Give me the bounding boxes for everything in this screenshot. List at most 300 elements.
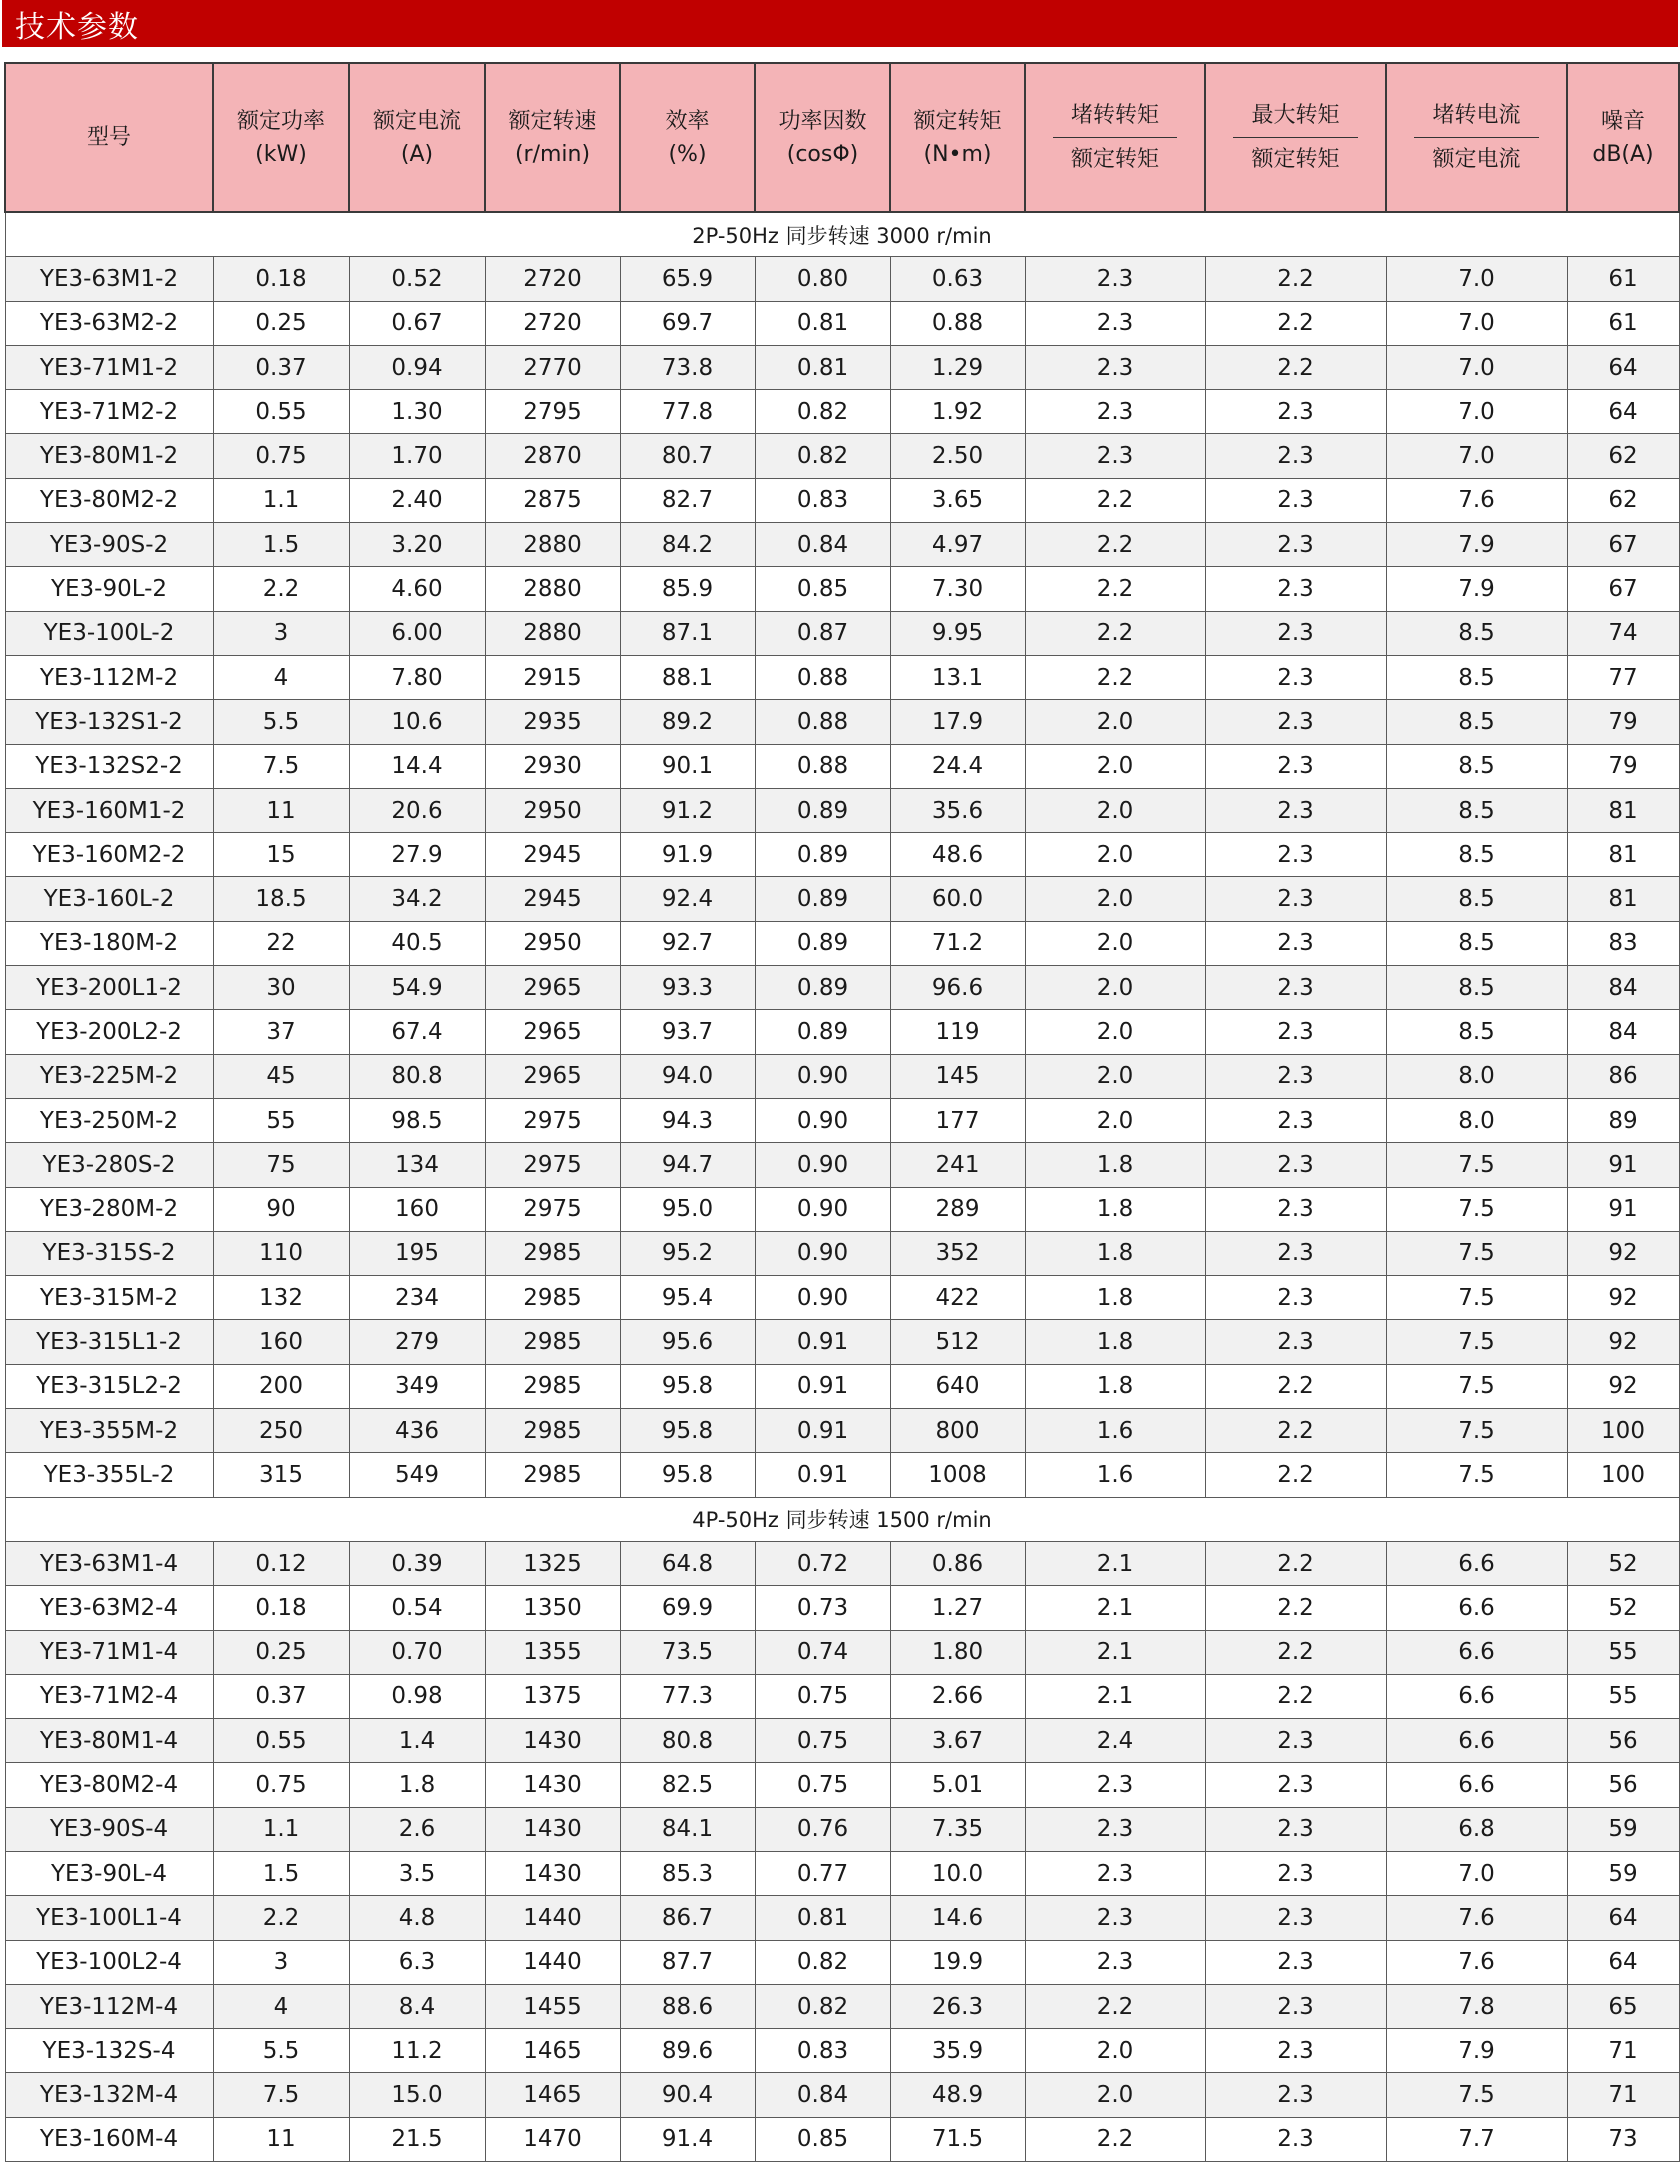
table-row (5, 2073, 1679, 2117)
table-cell: 1008 (890, 1453, 1025, 1497)
table-row (5, 2117, 1679, 2161)
table-cell: 2985 (485, 1276, 620, 1320)
table-cell: 71 (1567, 2073, 1679, 2117)
table-cell: 2.50 (890, 434, 1025, 478)
table-cell: 91 (1567, 1187, 1679, 1231)
table-cell: 92.4 (620, 877, 755, 921)
table-cell: 0.84 (755, 523, 890, 567)
table-cell: 6.6 (1386, 1674, 1567, 1718)
table-cell: 2720 (485, 301, 620, 345)
table-cell: 1.8 (1025, 1364, 1205, 1408)
table-cell: 2.3 (1205, 2117, 1386, 2161)
table-cell: 1.27 (890, 1586, 1025, 1630)
table-cell: 2.3 (1205, 1143, 1386, 1187)
table-cell: 0.72 (755, 1541, 890, 1585)
table-cell: 2.0 (1025, 1054, 1205, 1098)
table-cell: 52 (1567, 1541, 1679, 1585)
table-cell: 89.6 (620, 2029, 755, 2073)
table-cell: YE3-160M-4 (5, 2117, 213, 2161)
table-row (5, 567, 1679, 611)
table-cell: 27.9 (349, 833, 485, 877)
table-cell: 0.12 (213, 1541, 349, 1585)
table-cell: 2945 (485, 833, 620, 877)
table-cell: 2950 (485, 921, 620, 965)
table-cell: 79 (1567, 744, 1679, 788)
table-cell: 0.98 (349, 1674, 485, 1718)
table-row (5, 257, 1679, 301)
table-cell: 2.3 (1205, 1098, 1386, 1142)
table-cell: 87.1 (620, 611, 755, 655)
table-cell: 45 (213, 1054, 349, 1098)
table-cell: 54.9 (349, 966, 485, 1010)
table-cell: 0.25 (213, 301, 349, 345)
table-cell: 55 (1567, 1674, 1679, 1718)
table-cell: 8.5 (1386, 611, 1567, 655)
table-cell: 92 (1567, 1231, 1679, 1275)
table-cell: YE3-80M1-4 (5, 1719, 213, 1763)
table-cell: YE3-160M1-2 (5, 788, 213, 832)
table-cell: 436 (349, 1409, 485, 1453)
table-cell: 71.2 (890, 921, 1025, 965)
table-cell: 0.70 (349, 1630, 485, 1674)
table-cell: 92.7 (620, 921, 755, 965)
table-cell: 8.5 (1386, 1010, 1567, 1054)
table-cell: 640 (890, 1364, 1025, 1408)
table-cell: 2.3 (1205, 611, 1386, 655)
table-cell: 82.5 (620, 1763, 755, 1807)
header-torque: 额定转矩 (N•m) (890, 63, 1025, 212)
table-cell: 2880 (485, 523, 620, 567)
table-cell: 0.91 (755, 1409, 890, 1453)
table-cell: 2985 (485, 1364, 620, 1408)
table-cell: 2.2 (1205, 345, 1386, 389)
table-cell: 79 (1567, 700, 1679, 744)
table-cell: 1.1 (213, 1807, 349, 1851)
table-cell: 71 (1567, 2029, 1679, 2073)
table-cell: 88.1 (620, 655, 755, 699)
table-cell: YE3-112M-2 (5, 655, 213, 699)
table-cell: 0.89 (755, 788, 890, 832)
table-cell: 3.65 (890, 478, 1025, 522)
table-cell: 1.8 (1025, 1320, 1205, 1364)
table-cell: 74 (1567, 611, 1679, 655)
table-cell: 60.0 (890, 877, 1025, 921)
table-row (5, 1276, 1679, 1320)
table-cell: 1430 (485, 1807, 620, 1851)
table-cell: 7.5 (1386, 1276, 1567, 1320)
table-cell: 2.2 (1025, 523, 1205, 567)
table-cell: 2.3 (1205, 1276, 1386, 1320)
table-cell: 2.3 (1025, 1851, 1205, 1895)
table-row (5, 1586, 1679, 1630)
table-cell: 0.87 (755, 611, 890, 655)
header-efficiency: 效率 (%) (620, 63, 755, 212)
table-cell: YE3-90L-2 (5, 567, 213, 611)
table-cell: 289 (890, 1187, 1025, 1231)
section-label: 4P-50Hz 同步转速 1500 r/min (5, 1497, 1679, 1541)
table-cell: 8.5 (1386, 788, 1567, 832)
spec-table (4, 62, 1680, 2162)
table-cell: 0.82 (755, 1940, 890, 1984)
table-cell: 73.5 (620, 1630, 755, 1674)
table-cell: 8.5 (1386, 921, 1567, 965)
table-cell: 91.2 (620, 788, 755, 832)
table-cell: 59 (1567, 1807, 1679, 1851)
table-cell: 4.97 (890, 523, 1025, 567)
table-cell: YE3-80M2-2 (5, 478, 213, 522)
table-cell: 241 (890, 1143, 1025, 1187)
table-row (5, 1231, 1679, 1275)
table-cell: 2.3 (1205, 1187, 1386, 1231)
table-cell: 2.3 (1205, 921, 1386, 965)
table-row (5, 2029, 1679, 2073)
table-cell: 2.2 (1205, 1453, 1386, 1497)
table-cell: 2935 (485, 700, 620, 744)
table-cell: 94.7 (620, 1143, 755, 1187)
table-cell: 2.3 (1205, 788, 1386, 832)
table-cell: 19.9 (890, 1940, 1025, 1984)
table-cell: YE3-90S-2 (5, 523, 213, 567)
table-cell: 2.0 (1025, 833, 1205, 877)
table-cell: 6.00 (349, 611, 485, 655)
table-cell: 119 (890, 1010, 1025, 1054)
table-cell: 95.8 (620, 1409, 755, 1453)
table-cell: 13.1 (890, 655, 1025, 699)
table-cell: 1465 (485, 2029, 620, 2073)
table-cell: 73 (1567, 2117, 1679, 2161)
table-cell: 7.6 (1386, 1940, 1567, 1984)
table-cell: 7.35 (890, 1807, 1025, 1851)
table-cell: 2.3 (1205, 966, 1386, 1010)
table-cell: 7.5 (1386, 1187, 1567, 1231)
table-cell: 7.9 (1386, 523, 1567, 567)
table-cell: 0.88 (755, 700, 890, 744)
table-cell: YE3-63M2-2 (5, 301, 213, 345)
table-cell: 98.5 (349, 1098, 485, 1142)
table-cell: 7.5 (1386, 1320, 1567, 1364)
table-cell: 82.7 (620, 478, 755, 522)
table-cell: YE3-160L-2 (5, 877, 213, 921)
table-cell: 2.2 (1025, 567, 1205, 611)
table-row (5, 301, 1679, 345)
table-header-row (5, 63, 1679, 212)
table-cell: 2.2 (1205, 1541, 1386, 1585)
table-cell: 0.75 (213, 434, 349, 478)
table-cell: 0.91 (755, 1453, 890, 1497)
table-cell: 0.88 (755, 655, 890, 699)
table-cell: 61 (1567, 257, 1679, 301)
table-cell: 65.9 (620, 257, 755, 301)
table-cell: 100 (1567, 1409, 1679, 1453)
table-cell: 0.90 (755, 1276, 890, 1320)
table-cell: 2.3 (1205, 1231, 1386, 1275)
table-cell: 2.3 (1205, 434, 1386, 478)
table-cell: 2.3 (1205, 2029, 1386, 2073)
table-cell: 2880 (485, 611, 620, 655)
table-cell: 5.5 (213, 2029, 349, 2073)
table-cell: 7.5 (1386, 1143, 1567, 1187)
table-cell: 6.8 (1386, 1807, 1567, 1851)
table-cell: 4 (213, 1984, 349, 2028)
table-cell: 0.83 (755, 478, 890, 522)
table-cell: 2.2 (1205, 1630, 1386, 1674)
table-cell: 7.9 (1386, 567, 1567, 611)
table-cell: 90.4 (620, 2073, 755, 2117)
table-cell: 7.5 (1386, 1231, 1567, 1275)
table-cell: 2.3 (1205, 390, 1386, 434)
table-cell: 40.5 (349, 921, 485, 965)
table-row (5, 1896, 1679, 1940)
title-bar (2, 0, 1678, 47)
table-cell: 84 (1567, 1010, 1679, 1054)
table-cell: 67.4 (349, 1010, 485, 1054)
table-cell: 1.8 (349, 1763, 485, 1807)
section-row (5, 1497, 1679, 1541)
table-cell: 94.0 (620, 1054, 755, 1098)
table-cell: 18.5 (213, 877, 349, 921)
table-cell: 0.37 (213, 345, 349, 389)
table-cell: 8.5 (1386, 833, 1567, 877)
table-cell: 2.2 (1205, 1674, 1386, 1718)
table-cell: 11 (213, 2117, 349, 2161)
table-cell: 56 (1567, 1719, 1679, 1763)
page-title: 技术参数 (15, 9, 139, 45)
table-cell: 59 (1567, 1851, 1679, 1895)
table-cell: 234 (349, 1276, 485, 1320)
table-cell: 549 (349, 1453, 485, 1497)
table-cell: 90.1 (620, 744, 755, 788)
table-cell: 86 (1567, 1054, 1679, 1098)
table-cell: 2.3 (1025, 1763, 1205, 1807)
table-cell: 1.8 (1025, 1187, 1205, 1231)
table-cell: 0.76 (755, 1807, 890, 1851)
table-cell: 2.3 (1025, 1896, 1205, 1940)
table-cell: 77 (1567, 655, 1679, 699)
table-cell: 0.81 (755, 345, 890, 389)
table-cell: 11 (213, 788, 349, 832)
table-cell: 315 (213, 1453, 349, 1497)
table-cell: 2.0 (1025, 744, 1205, 788)
table-cell: 0.85 (755, 2117, 890, 2161)
table-cell: 800 (890, 1409, 1025, 1453)
table-cell: 95.6 (620, 1320, 755, 1364)
table-cell: 88.6 (620, 1984, 755, 2028)
table-cell: 0.73 (755, 1586, 890, 1630)
table-cell: 0.37 (213, 1674, 349, 1718)
table-cell: 134 (349, 1143, 485, 1187)
table-cell: 0.39 (349, 1541, 485, 1585)
table-cell: 0.84 (755, 2073, 890, 2117)
table-cell: 55 (1567, 1630, 1679, 1674)
table-cell: 2.3 (1205, 1896, 1386, 1940)
table-cell: 65 (1567, 1984, 1679, 2028)
table-cell: 64 (1567, 1940, 1679, 1984)
table-cell: 2.2 (1025, 478, 1205, 522)
table-cell: 30 (213, 966, 349, 1010)
table-cell: 1.30 (349, 390, 485, 434)
table-cell: YE3-63M1-4 (5, 1541, 213, 1585)
table-cell: YE3-315M-2 (5, 1276, 213, 1320)
table-cell: 7.5 (1386, 1453, 1567, 1497)
table-cell: YE3-315L2-2 (5, 1364, 213, 1408)
table-cell: YE3-100L1-4 (5, 1896, 213, 1940)
table-cell: 0.81 (755, 1896, 890, 1940)
table-cell: 67 (1567, 523, 1679, 567)
table-cell: YE3-90L-4 (5, 1851, 213, 1895)
table-cell: 2.2 (213, 567, 349, 611)
table-cell: 22 (213, 921, 349, 965)
table-cell: 2.0 (1025, 2073, 1205, 2117)
table-cell: 2.3 (1205, 1851, 1386, 1895)
table-cell: 2985 (485, 1409, 620, 1453)
table-cell: 1430 (485, 1851, 620, 1895)
table-cell: 250 (213, 1409, 349, 1453)
table-row (5, 744, 1679, 788)
table-cell: 0.88 (755, 744, 890, 788)
table-cell: 160 (349, 1187, 485, 1231)
table-cell: YE3-90S-4 (5, 1807, 213, 1851)
table-row (5, 1940, 1679, 1984)
table-cell: 0.54 (349, 1586, 485, 1630)
table-cell: YE3-132M-4 (5, 2073, 213, 2117)
table-row (5, 434, 1679, 478)
table-cell: 7.5 (1386, 1409, 1567, 1453)
table-row (5, 921, 1679, 965)
table-cell: 3.67 (890, 1719, 1025, 1763)
table-cell: 95.8 (620, 1364, 755, 1408)
table-cell: 195 (349, 1231, 485, 1275)
table-cell: 2.2 (1205, 1586, 1386, 1630)
table-cell: YE3-100L-2 (5, 611, 213, 655)
section-label: 2P-50Hz 同步转速 3000 r/min (5, 212, 1679, 257)
table-cell: 1440 (485, 1896, 620, 1940)
table-cell: 1325 (485, 1541, 620, 1585)
table-cell: 2.3 (1025, 390, 1205, 434)
header-model: 型号 (5, 63, 213, 212)
table-row (5, 1763, 1679, 1807)
table-cell: 7.6 (1386, 478, 1567, 522)
table-cell: 81 (1567, 877, 1679, 921)
table-cell: YE3-112M-4 (5, 1984, 213, 2028)
table-cell: 84.2 (620, 523, 755, 567)
table-cell: 0.86 (890, 1541, 1025, 1585)
table-cell: 7.5 (1386, 2073, 1567, 2117)
table-cell: 2.0 (1025, 921, 1205, 965)
table-cell: 83 (1567, 921, 1679, 965)
table-cell: 2.3 (1025, 1807, 1205, 1851)
table-cell: 1.5 (213, 1851, 349, 1895)
table-cell: 2.0 (1025, 700, 1205, 744)
table-cell: YE3-71M2-4 (5, 1674, 213, 1718)
table-cell: 64 (1567, 345, 1679, 389)
table-cell: 0.55 (213, 1719, 349, 1763)
table-cell: YE3-132S-4 (5, 2029, 213, 2073)
table-cell: 0.89 (755, 966, 890, 1010)
table-cell: 4 (213, 655, 349, 699)
table-cell: 95.0 (620, 1187, 755, 1231)
header-power: 额定功率 (kW) (213, 63, 349, 212)
table-cell: 7.6 (1386, 1896, 1567, 1940)
table-cell: 8.5 (1386, 744, 1567, 788)
table-cell: YE3-160M2-2 (5, 833, 213, 877)
table-cell: 75 (213, 1143, 349, 1187)
table-cell: 69.7 (620, 301, 755, 345)
table-cell: 2950 (485, 788, 620, 832)
table-cell: 2975 (485, 1187, 620, 1231)
table-cell: 2.0 (1025, 877, 1205, 921)
table-row (5, 478, 1679, 522)
table-cell: 64 (1567, 390, 1679, 434)
table-cell: 2.2 (1205, 257, 1386, 301)
table-row (5, 1807, 1679, 1851)
table-cell: 7.0 (1386, 345, 1567, 389)
table-cell: 2.2 (1025, 611, 1205, 655)
table-cell: 349 (349, 1364, 485, 1408)
table-cell: YE3-71M1-4 (5, 1630, 213, 1674)
table-cell: 8.5 (1386, 966, 1567, 1010)
table-cell: 2.3 (1205, 655, 1386, 699)
table-row (5, 966, 1679, 1010)
table-cell: 8.5 (1386, 877, 1567, 921)
table-cell: 2720 (485, 257, 620, 301)
table-cell: 7.30 (890, 567, 1025, 611)
table-cell: 2.3 (1205, 833, 1386, 877)
table-cell: 64 (1567, 1896, 1679, 1940)
table-cell: 6.3 (349, 1940, 485, 1984)
table-cell: 2.2 (1205, 301, 1386, 345)
table-cell: 2.2 (213, 1896, 349, 1940)
table-cell: 0.75 (213, 1763, 349, 1807)
table-cell: 2.2 (1205, 1364, 1386, 1408)
table-cell: 2.3 (1025, 1940, 1205, 1984)
table-cell: 1.29 (890, 345, 1025, 389)
table-cell: 89.2 (620, 700, 755, 744)
table-cell: 4.60 (349, 567, 485, 611)
table-cell: 3.20 (349, 523, 485, 567)
table-cell: 0.55 (213, 390, 349, 434)
table-cell: 0.25 (213, 1630, 349, 1674)
table-cell: 52 (1567, 1586, 1679, 1630)
table-cell: 35.9 (890, 2029, 1025, 2073)
table-cell: 2.0 (1025, 966, 1205, 1010)
table-cell: 0.75 (755, 1763, 890, 1807)
table-cell: 110 (213, 1231, 349, 1275)
table-cell: 0.88 (890, 301, 1025, 345)
table-cell: 85.9 (620, 567, 755, 611)
table-cell: 2.2 (1205, 1409, 1386, 1453)
table-cell: 2975 (485, 1143, 620, 1187)
table-row (5, 1098, 1679, 1142)
table-cell: 2.2 (1025, 1984, 1205, 2028)
table-cell: 6.6 (1386, 1719, 1567, 1763)
table-cell: 17.9 (890, 700, 1025, 744)
table-cell: 1.5 (213, 523, 349, 567)
table-cell: 2.66 (890, 1674, 1025, 1718)
table-cell: 2985 (485, 1320, 620, 1364)
table-cell: 0.89 (755, 833, 890, 877)
table-cell: 6.6 (1386, 1586, 1567, 1630)
table-cell: 2.2 (1025, 2117, 1205, 2161)
table-row (5, 1719, 1679, 1763)
table-cell: YE3-80M2-4 (5, 1763, 213, 1807)
table-row (5, 655, 1679, 699)
table-cell: 2.3 (1025, 301, 1205, 345)
table-cell: YE3-71M1-2 (5, 345, 213, 389)
table-cell: 11.2 (349, 2029, 485, 2073)
table-cell: 1470 (485, 2117, 620, 2161)
table-cell: 177 (890, 1098, 1025, 1142)
table-cell: 2.0 (1025, 1098, 1205, 1142)
